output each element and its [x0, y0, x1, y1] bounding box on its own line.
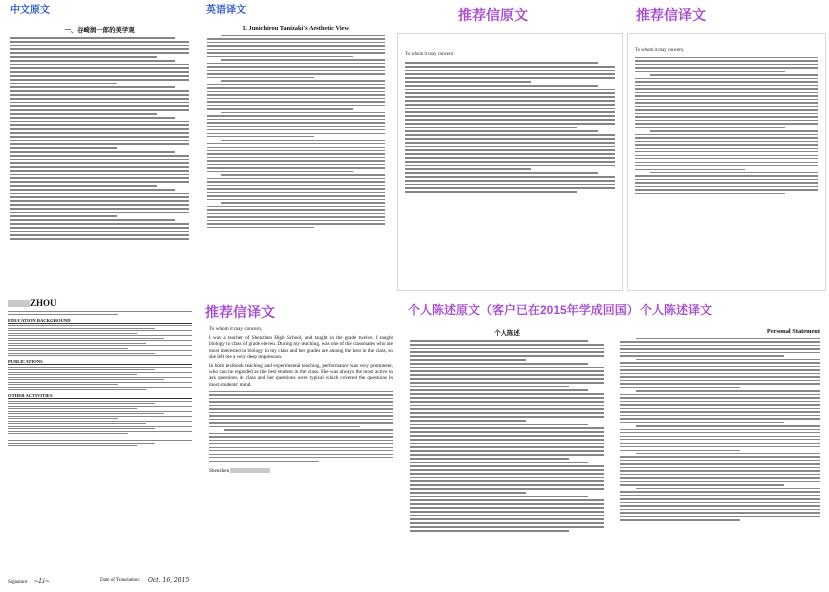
doc-en-body — [207, 35, 385, 228]
doc-statement-translation — [614, 322, 826, 589]
doc-chinese-original — [3, 18, 196, 290]
statement-zh-title: 个人陈述 — [494, 330, 520, 337]
label-resume-translation: 推荐信译文 — [205, 304, 275, 320]
doc-rec-en-body — [635, 57, 818, 194]
doc-zh-body — [10, 37, 189, 240]
rec2-more-body — [209, 391, 393, 462]
rec2-paragraph-2: In both textbook teaching and experimental teaching, performance was very prominent, who can be regarded as the best student in the class. She was always the most active to ask questions in class and her questions were typical which covered the questions in most students' mind. — [209, 363, 393, 388]
doc-rec-zh-body — [405, 62, 615, 193]
statement-zh-body — [410, 340, 604, 532]
rec2-salutation: To whom it may concern, — [209, 326, 263, 332]
doc-statement-original — [404, 322, 610, 589]
resume-date-value: Oct. 16, 2015 — [148, 577, 190, 584]
rec2-paragraph-1: I was a teacher of Shenzhen High School, and taught in the grade twelve. I taught biology to class of grade eleven. During my teaching, was one of the classmates who are most interested in biology in my class and her grades are among the best in the class, so she left me a very deep impression. — [209, 335, 393, 360]
doc-english-translation — [200, 18, 392, 290]
doc-en-title: I. Junichirou Tanizaki's Aesthetic View — [242, 25, 350, 32]
label-rec-original: 推荐信原文 — [458, 7, 528, 23]
doc-rec-zh-salutation: To whom it may concern： — [405, 52, 458, 57]
resume-footer — [8, 578, 192, 585]
doc-recommendation-translation — [627, 33, 826, 291]
label-rec-translation: 推荐信译文 — [636, 7, 706, 23]
label-statement-original: 个人陈述原文（客户已在2015年学成回国） — [408, 303, 639, 317]
label-statement-translation: 个人陈述译文 — [640, 303, 713, 317]
resume-section-publications: PUBLICATIONS — [8, 359, 192, 365]
doc-resume — [3, 295, 197, 589]
resume-section-education: EDUCATION BACKGROUND — [8, 318, 192, 324]
statement-en-title: Personal Statement — [766, 328, 820, 335]
doc-zh-title: 一、谷崎润一郎的美学观 — [64, 27, 135, 34]
label-en-translation: 英语译文 — [206, 5, 246, 16]
label-zh-original: 中文原文 — [10, 5, 50, 16]
statement-en-body — [620, 338, 820, 521]
doc-recommendation-original — [397, 33, 623, 291]
resume-signature-label: Signature: — [8, 580, 29, 585]
resume-name: ZHOU — [8, 298, 192, 308]
doc-recommendation-letter-readable — [203, 322, 399, 589]
doc-rec-en-salutation: To whom it may concern, — [635, 48, 685, 53]
signature-mark: ~Li~ — [33, 578, 50, 585]
resume-date-label: Date of Translation: — [100, 578, 140, 583]
resume-section-activities: OTHER ACTIVITIES — [8, 393, 192, 399]
rec2-closing: Shenzhen — [209, 468, 393, 474]
